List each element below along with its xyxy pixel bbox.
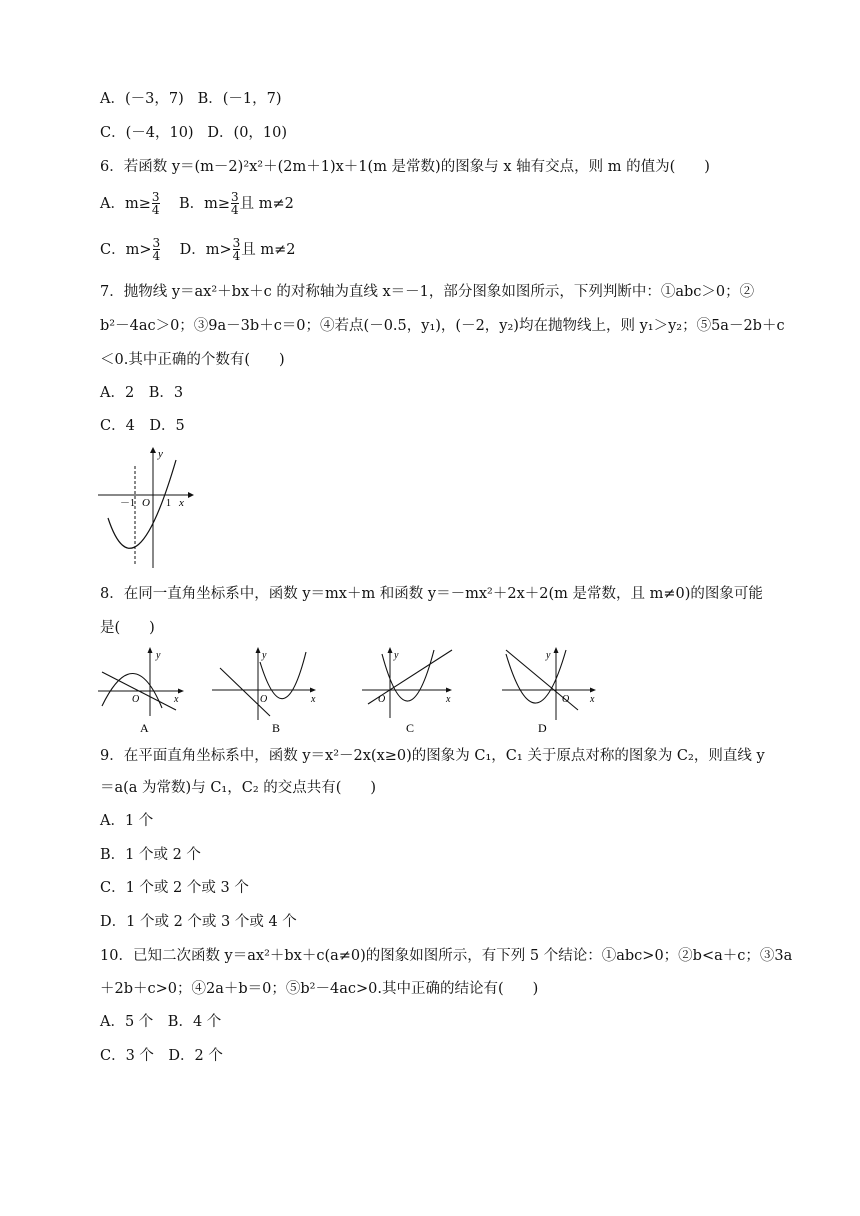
q10-stem-line2: ＋2b＋c>0；④2a＋b＝0；⑤b²－4ac>0.其中正确的结论有( ): [100, 981, 539, 997]
q7-options-ab: A．2 B．3: [100, 385, 184, 401]
q5-option-b: B．(－1，7): [197, 91, 282, 107]
line-graph: [220, 668, 270, 716]
q5-option-d: D．(0，10): [207, 125, 288, 141]
svg-text:x: x: [174, 694, 179, 705]
graph-label-d: D: [538, 721, 547, 735]
q5-options-ab: [100, 89, 282, 109]
graph-label-b: B: [272, 721, 281, 735]
q6-options-cd: [100, 237, 295, 262]
svg-text:O: O: [132, 694, 140, 705]
q8-graph-c: [360, 644, 460, 736]
q9-stem-line2: ＝a(a 为常数)与 C₁，C₂ 的交点共有( ): [100, 780, 377, 796]
q8-graph-b: [210, 644, 320, 736]
q5-options-cd: [100, 123, 287, 143]
q5-option-c: C．(－4，10): [100, 125, 194, 141]
q7-stem-line1: 7．抛物线 y＝ax²＋bx＋c 的对称轴为直线 x＝－1，部分图象如图所示，下列判断中：①abc＞0；②: [100, 284, 755, 300]
q6-stem: 6．若函数 y＝(m－2)²x²＋(2m＋1)x＋1(m 是常数)的图象与 x 轴有交点，则 m 的值为( ): [100, 159, 710, 175]
q9-option-d: D．1 个或 2 个或 3 个或 4 个: [100, 914, 297, 930]
q8-graph-a: [96, 644, 186, 736]
svg-text:y: y: [546, 650, 551, 661]
fraction: $\frac{3}{4}$: [152, 236, 161, 263]
neg-one-label: －1: [120, 498, 135, 509]
q8-stem-line2: 是( ): [100, 620, 155, 636]
q9-stem-line1: 9．在平面直角坐标系中，函数 y＝x²－2x(x≥0)的图象为 C₁，C₁ 关于原点对称的图象为 C₂，则直线 y: [100, 748, 765, 764]
svg-text:O: O: [260, 694, 268, 705]
q9-option-a: A．1 个: [100, 813, 154, 829]
q9-option-c: C．1 个或 2 个或 3 个: [100, 880, 249, 896]
q7-stem-line2: b²－4ac＞0；③9a－3b＋c＝0；④若点(－0.5，y₁)，(－2，y₂)均在抛物线上，则 y₁＞y₂；⑤5a－2b＋c: [100, 318, 785, 334]
svg-text:y: y: [262, 650, 267, 661]
x-axis-arrow: [188, 492, 194, 498]
svg-text:O: O: [378, 694, 386, 705]
q9-option-b: B．1 个或 2 个: [100, 847, 201, 863]
parabola-curve: [260, 652, 306, 699]
graph-label-a: A: [140, 721, 149, 735]
graph-label-c: C: [406, 721, 415, 735]
q7-options-cd: C．4 D．5: [100, 418, 185, 434]
q7-stem-line3: ＜0.其中正确的个数有( ): [100, 352, 285, 368]
q5-option-a: A．(－3，7): [100, 91, 184, 107]
svg-text:x: x: [590, 694, 595, 705]
fraction: $\frac{3}{4}$: [232, 236, 241, 263]
svg-text:y: y: [394, 650, 399, 661]
q10-options-ab: A．5 个 B．4 个: [100, 1014, 222, 1030]
q6-option-c: C．m> $\frac{3}{4}$: [100, 236, 161, 263]
q6-option-a: A．m≥ $\frac{3}{4}$: [100, 190, 160, 217]
fraction: $\frac{3}{4}$: [151, 190, 160, 217]
q6-options-ab: [100, 191, 294, 216]
origin-label: O: [142, 497, 150, 509]
one-label: 1: [166, 498, 171, 509]
y-label: y: [158, 448, 163, 460]
q6-option-b: B．m≥ $\frac{3}{4}$ 且 m≠2: [178, 190, 294, 217]
svg-text:x: x: [446, 694, 451, 705]
q10-stem-line1: 10．已知二次函数 y＝ax²＋bx＋c(a≠0)的图象如图所示，有下列 5 个结论：①abc>0；②b<a＋c；③3a: [100, 948, 793, 964]
y-axis-arrow: [150, 447, 156, 453]
q8-stem-line1: 8．在同一直角坐标系中，函数 y＝mx＋m 和函数 y＝－mx²＋2x＋2(m 是常数，且 m≠0)的图象可能: [100, 586, 763, 602]
fraction: $\frac{3}{4}$: [231, 190, 239, 217]
q7-parabola-figure: [96, 446, 196, 572]
q8-graph-d: [500, 644, 600, 736]
q6-option-d: D．m> $\frac{3}{4}$ 且 m≠2: [179, 236, 296, 263]
svg-text:x: x: [311, 694, 316, 705]
x-label: x: [179, 497, 184, 509]
svg-text:O: O: [562, 694, 570, 705]
svg-text:y: y: [156, 650, 161, 661]
q10-options-cd: C．3 个 D．2 个: [100, 1048, 223, 1064]
